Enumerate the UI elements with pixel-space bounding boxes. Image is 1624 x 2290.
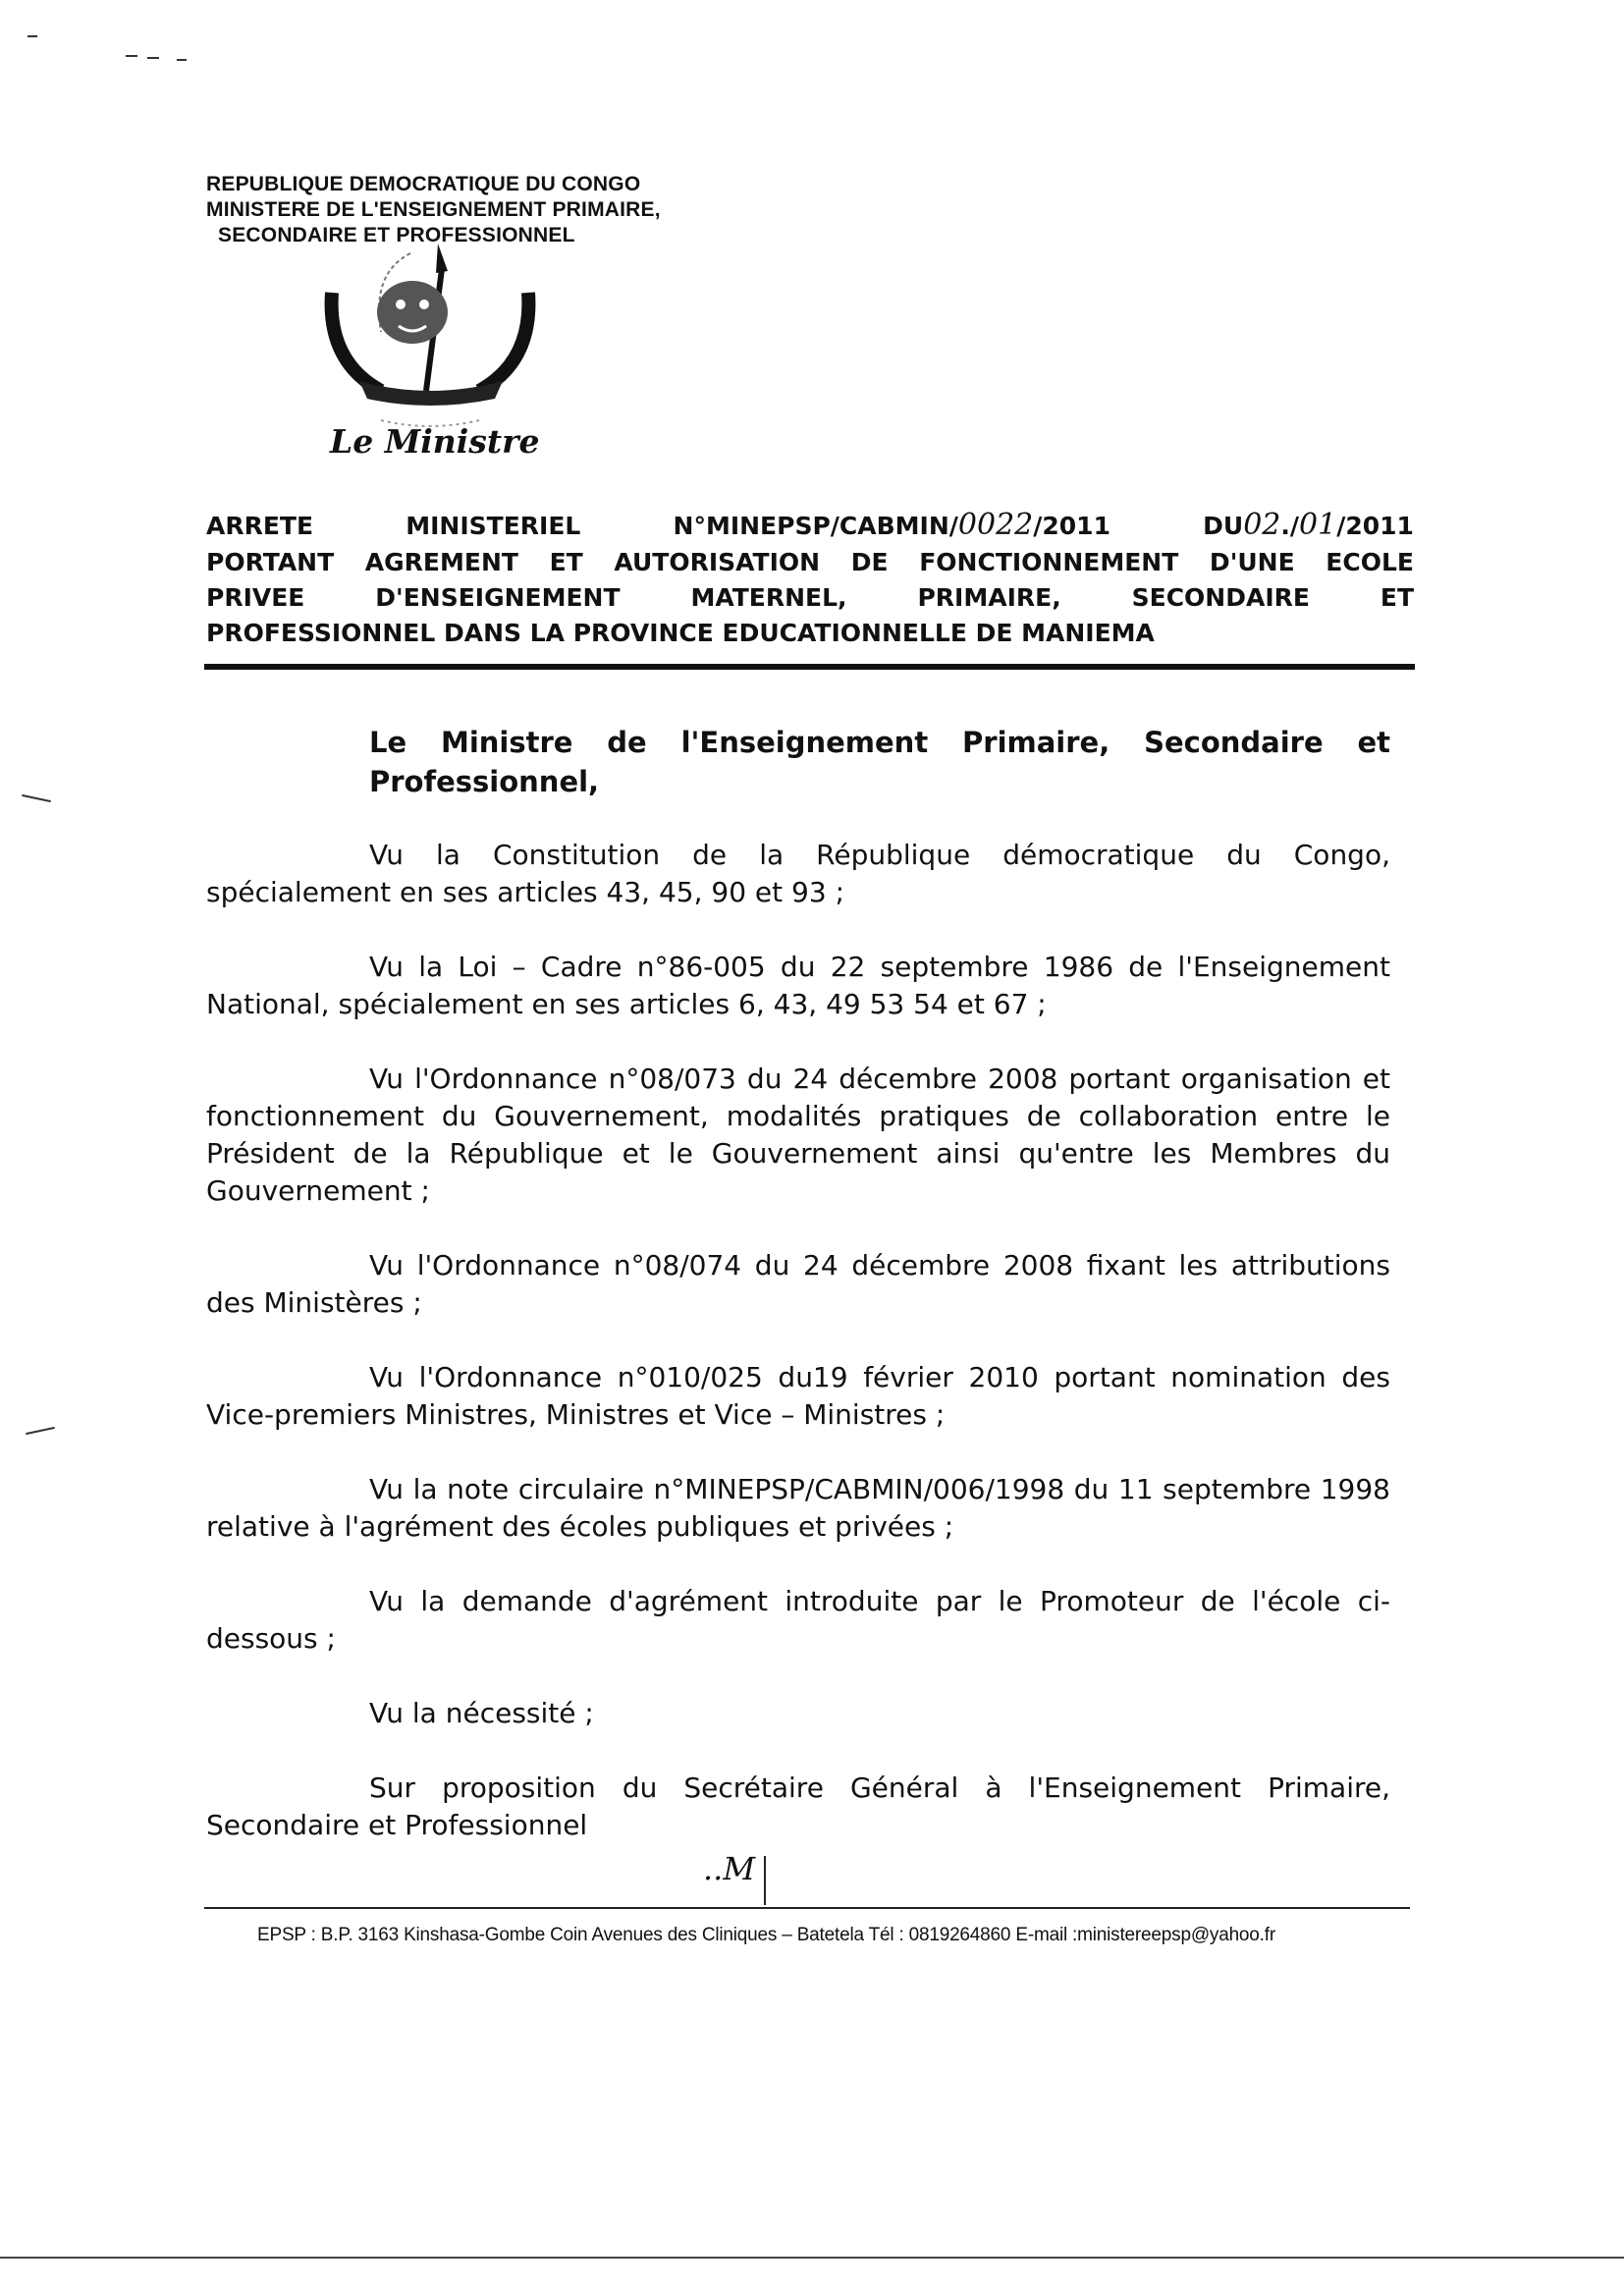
arrete-number-prefix: N°MINEPSP/CABMIN/ — [673, 512, 958, 540]
recital-loi-cadre: Vu la Loi – Cadre n°86-005 du 22 septembre 1986 de l'Enseignement National, spécialement en ses articles 6, 43, 49 53 54 et 67 ; — [206, 951, 1390, 1020]
recital-ordonnance-08-073: Vu l'Ordonnance n°08/073 du 24 décembre 2008 portant organisation et fonctionnement du Gouvernement, modalités pratiques de collaboration entre le Président de la République et le Gouvernement ainsi qu'entre les Membres du Gouvernement ; — [206, 1063, 1390, 1207]
minister-signature-title: Le Ministre — [330, 422, 540, 461]
scan-speck — [177, 59, 187, 61]
initials-stroke — [764, 1856, 766, 1905]
recital-demande: Vu la demande d'agrément introduite par le Promoteur de l'école ci-dessous ; — [206, 1585, 1390, 1655]
recital-necessite: Vu la nécessité ; — [369, 1697, 594, 1729]
recital-constitution: Vu la Constitution de la République démocratique du Congo, spécialement en ses articles 43, 45, 90 et 93 ; — [206, 839, 1390, 908]
footer-divider — [204, 1907, 1410, 1909]
header-country: REPUBLIQUE DEMOCRATIQUE DU CONGO — [206, 173, 641, 195]
arrete-number-line — [206, 509, 1414, 543]
arrete-subject-line2: PRIVEE D'ENSEIGNEMENT MATERNEL, PRIMAIRE, SECONDAIRE ET — [206, 583, 1414, 612]
recital-note-circulaire: Vu la note circulaire n°MINEPSP/CABMIN/006/1998 du 11 septembre 1998 relative à l'agrément des écoles publiques et privées ; — [206, 1473, 1390, 1543]
handwritten-initials: ..M — [703, 1850, 756, 1887]
handwritten-day: 02 — [1243, 508, 1281, 542]
header-ministry: MINISTERE DE L'ENSEIGNEMENT PRIMAIRE, — [206, 198, 661, 221]
recital-ordonnance-08-074: Vu l'Ordonnance n°08/074 du 24 décembre 2008 fixant les attributions des Ministères ; — [206, 1249, 1390, 1319]
punch-mark — [22, 794, 51, 802]
arrete-type: MINISTERIEL — [406, 512, 581, 540]
handwritten-number: 0022 — [957, 508, 1034, 542]
scan-edge-line — [0, 2257, 1624, 2259]
scan-speck — [126, 55, 137, 57]
arrete-number: N°MINEPSP/CABMIN/0022/2011 — [673, 508, 1110, 542]
minister-title: Le Ministre de l'Enseignement Primaire, Secondaire et Professionnel, — [369, 726, 1390, 798]
date-year: 2011 — [1345, 512, 1414, 540]
date-prefix: DU — [1203, 512, 1244, 540]
scan-speck — [27, 35, 37, 37]
recital-ordonnance-010-025: Vu l'Ordonnance n°010/025 du19 février 2010 portant nomination des Vice-premiers Ministres, Ministres et Vice – Ministres ; — [206, 1361, 1390, 1431]
handwritten-month: 01 — [1299, 508, 1337, 542]
coat-of-arms-emblem — [312, 244, 548, 440]
heading-divider — [204, 664, 1415, 670]
arrete-label: ARRETE — [206, 512, 314, 540]
scan-speck — [147, 57, 159, 59]
arrete-year: 2011 — [1042, 512, 1110, 540]
arrete-date: DU02./01/2011 — [1203, 508, 1414, 542]
arrete-subject-line1: PORTANT AGREMENT ET AUTORISATION DE FONCTIONNEMENT D'UNE ECOLE — [206, 548, 1414, 576]
recital-proposition: Sur proposition du Secrétaire Général à l'Enseignement Primaire, Secondaire et Professionnel — [206, 1772, 1390, 1841]
punch-mark — [26, 1427, 55, 1435]
header-ministry-continued: SECONDAIRE ET PROFESSIONNEL — [218, 224, 575, 246]
arrete-subject-line3: PROFESSIONNEL DANS LA PROVINCE EDUCATIONNELLE DE MANIEMA — [206, 619, 1155, 647]
footer-contact: EPSP : B.P. 3163 Kinshasa-Gombe Coin Avenues des Cliniques – Batetela Tél : 0819264860 E-mail :ministereepsp@yahoo.fr — [257, 1925, 1275, 1945]
